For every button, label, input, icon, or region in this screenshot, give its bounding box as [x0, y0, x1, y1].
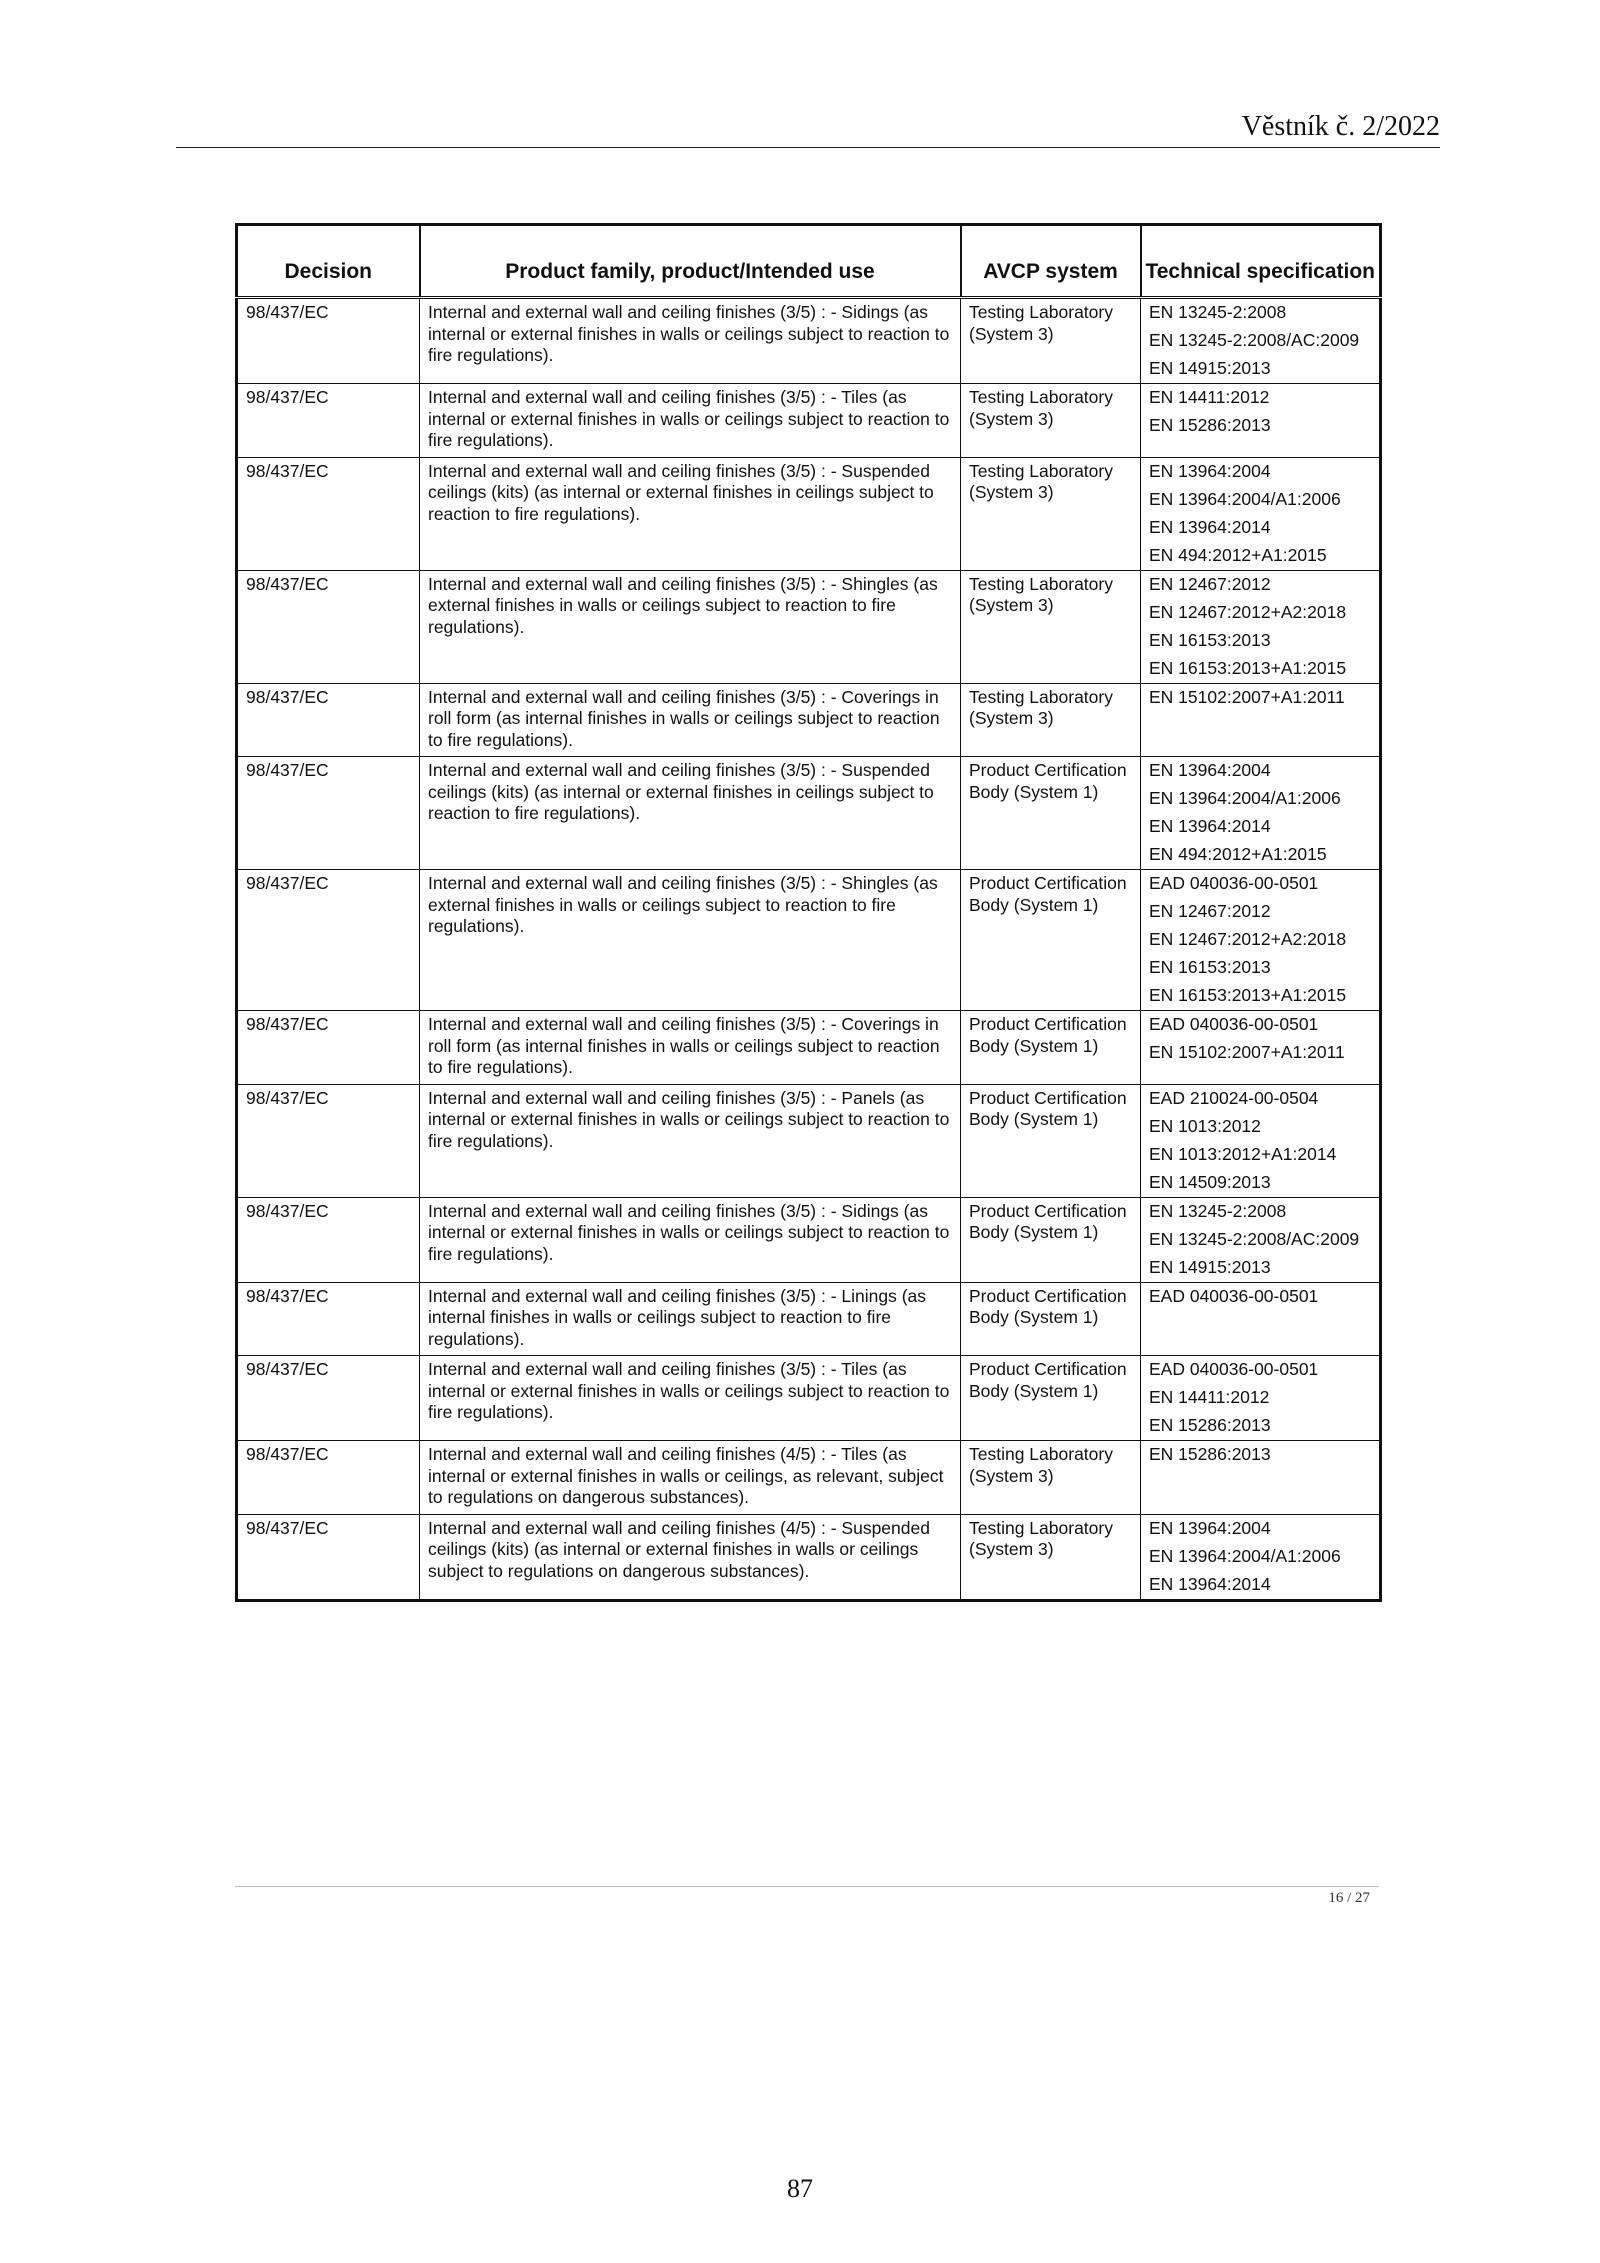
spec-item: EN 14915:2013 [1149, 358, 1271, 378]
spec-item: EN 1013:2012 [1149, 1115, 1261, 1136]
spec-item: EN 16153:2013 [1149, 957, 1271, 977]
avcp-cell: Testing Laboratory (System 3) [961, 298, 1141, 384]
technical-spec-cell [1141, 570, 1381, 683]
technical-spec-cell [1141, 1441, 1381, 1515]
avcp-cell: Product Certification Body (System 1) [961, 1084, 1141, 1197]
technical-spec-cell [1141, 1084, 1381, 1197]
avcp-cell: Testing Laboratory (System 3) [961, 384, 1141, 458]
spec-item: EN 15102:2007+A1:2011 [1149, 1042, 1345, 1062]
product-cell: Internal and external wall and ceiling finishes (3/5) : - Shingles (as external finishes in walls or ceilings subject to reaction to fire regulations). [420, 870, 961, 1011]
page-number: 87 [787, 2174, 813, 2203]
spec-item: EN 15286:2013 [1149, 1415, 1271, 1435]
table-body [237, 298, 1381, 1601]
page-header [176, 112, 1440, 148]
technical-spec-cell [1141, 1011, 1381, 1085]
decision-cell: 98/437/EC [237, 1084, 420, 1197]
spec-item: EN 494:2012+A1:2015 [1149, 844, 1327, 864]
product-cell: Internal and external wall and ceiling finishes (3/5) : - Linings (as internal finishes in walls or ceilings subject to reaction to fire regulations). [420, 1282, 961, 1356]
regulation-table-container [235, 223, 1379, 1602]
avcp-cell: Product Certification Body (System 1) [961, 757, 1141, 870]
spec-item: EN 14509:2013 [1149, 1171, 1271, 1192]
technical-spec-cell [1141, 757, 1381, 870]
spec-item: EN 13964:2004/A1:2006 [1149, 488, 1341, 509]
spec-item: EAD 040036-00-0501 [1149, 1285, 1319, 1306]
product-cell: Internal and external wall and ceiling finishes (4/5) : - Tiles (as internal or external finishes in walls or ceilings, as relevant, subject to regulations on dangerous substances). [420, 1441, 961, 1515]
decision-cell: 98/437/EC [237, 1514, 420, 1600]
spec-item: EN 16153:2013 [1149, 629, 1271, 650]
technical-spec-cell [1141, 1514, 1381, 1600]
table-row [237, 298, 1381, 384]
column-header-avcp: AVCP system [961, 225, 1141, 298]
spec-item: EN 13964:2004 [1149, 460, 1271, 481]
product-cell: Internal and external wall and ceiling finishes (4/5) : - Suspended ceilings (kits) (as internal or external finishes in walls or ceilings subject to regulations on dangerous substances). [420, 1514, 961, 1600]
spec-item: EN 12467:2012 [1149, 573, 1271, 594]
product-cell: Internal and external wall and ceiling finishes (3/5) : - Tiles (as internal or external finishes in walls or ceilings subject to reaction to fire regulations). [420, 384, 961, 458]
technical-spec-cell [1141, 298, 1381, 384]
spec-item: EAD 040036-00-0501 [1149, 1359, 1319, 1379]
spec-item: EAD 040036-00-0501 [1149, 873, 1319, 893]
table-header-row [237, 225, 1381, 298]
spec-item: EN 13245-2:2008 [1149, 302, 1287, 322]
spec-item: EN 13964:2014 [1149, 1573, 1271, 1594]
technical-spec-cell [1141, 1197, 1381, 1282]
spec-item: EN 16153:2013+A1:2015 [1149, 985, 1347, 1005]
spec-item: EN 13964:2014 [1149, 516, 1271, 537]
spec-item: EN 494:2012+A1:2015 [1149, 544, 1327, 565]
decision-cell: 98/437/EC [237, 757, 420, 870]
product-cell: Internal and external wall and ceiling finishes (3/5) : - Shingles (as external finishes in walls or ceilings subject to reaction to fire regulations). [420, 570, 961, 683]
spec-item: EN 12467:2012+A2:2018 [1149, 601, 1347, 622]
spec-item: EAD 210024-00-0504 [1149, 1087, 1319, 1108]
table-row [237, 683, 1381, 757]
product-cell: Internal and external wall and ceiling finishes (3/5) : - Tiles (as internal or external finishes in walls or ceilings subject to reaction to fire regulations). [420, 1356, 961, 1441]
table-row [237, 1441, 1381, 1515]
product-cell: Internal and external wall and ceiling finishes (3/5) : - Sidings (as internal or external finishes in walls or ceilings subject to reaction to fire regulations). [420, 1197, 961, 1282]
spec-item: EN 15286:2013 [1149, 1444, 1271, 1464]
table-row [237, 1514, 1381, 1600]
decision-cell: 98/437/EC [237, 683, 420, 757]
technical-spec-cell [1141, 683, 1381, 757]
table-row [237, 1356, 1381, 1441]
table-row [237, 870, 1381, 1011]
spec-item: EN 14915:2013 [1149, 1256, 1271, 1277]
decision-cell: 98/437/EC [237, 1356, 420, 1441]
technical-spec-cell [1141, 384, 1381, 458]
column-header-decision: Decision [237, 225, 420, 298]
table-row [237, 757, 1381, 870]
decision-cell: 98/437/EC [237, 1197, 420, 1282]
spec-item: EAD 040036-00-0501 [1149, 1014, 1319, 1034]
spec-item: EN 1013:2012+A1:2014 [1149, 1143, 1337, 1164]
spec-item: EN 14411:2012 [1149, 1387, 1270, 1407]
spec-item: EN 13245-2:2008/AC:2009 [1149, 330, 1360, 350]
avcp-cell: Testing Laboratory (System 3) [961, 1441, 1141, 1515]
decision-cell: 98/437/EC [237, 1282, 420, 1356]
product-cell: Internal and external wall and ceiling finishes (3/5) : - Coverings in roll form (as internal finishes in walls or ceilings subject to reaction to fire regulations). [420, 683, 961, 757]
spec-item: EN 12467:2012+A2:2018 [1149, 929, 1347, 949]
table-row [237, 570, 1381, 683]
column-header-product: Product family, product/Intended use [420, 225, 961, 298]
decision-cell: 98/437/EC [237, 457, 420, 570]
technical-spec-cell [1141, 1356, 1381, 1441]
avcp-cell: Product Certification Body (System 1) [961, 1197, 1141, 1282]
avcp-cell: Product Certification Body (System 1) [961, 1282, 1141, 1356]
column-header-spec: Technical specification [1141, 225, 1381, 298]
spec-item: EN 15286:2013 [1149, 415, 1271, 435]
technical-spec-cell [1141, 457, 1381, 570]
avcp-cell: Product Certification Body (System 1) [961, 1011, 1141, 1085]
avcp-cell: Testing Laboratory (System 3) [961, 683, 1141, 757]
table-row [237, 457, 1381, 570]
avcp-cell: Testing Laboratory (System 3) [961, 570, 1141, 683]
product-cell: Internal and external wall and ceiling finishes (3/5) : - Sidings (as internal or external finishes in walls or ceilings subject to reaction to fire regulations). [420, 298, 961, 384]
spec-item: EN 13964:2004 [1149, 760, 1271, 780]
decision-cell: 98/437/EC [237, 870, 420, 1011]
technical-spec-cell [1141, 1282, 1381, 1356]
table-row [237, 1282, 1381, 1356]
avcp-cell: Testing Laboratory (System 3) [961, 457, 1141, 570]
table-row [237, 1084, 1381, 1197]
spec-item: EN 13964:2014 [1149, 816, 1271, 836]
spec-item: EN 13964:2004 [1149, 1517, 1271, 1538]
avcp-cell: Testing Laboratory (System 3) [961, 1514, 1141, 1600]
spec-item: EN 13964:2004/A1:2006 [1149, 1545, 1341, 1566]
decision-cell: 98/437/EC [237, 570, 420, 683]
avcp-cell: Product Certification Body (System 1) [961, 1356, 1141, 1441]
product-cell: Internal and external wall and ceiling finishes (3/5) : - Coverings in roll form (as internal finishes in walls or ceilings subject to reaction to fire regulations). [420, 1011, 961, 1085]
product-cell: Internal and external wall and ceiling finishes (3/5) : - Suspended ceilings (kits) (as internal or external finishes in ceilings subject to reaction to fire regulations). [420, 457, 961, 570]
sheet-counter: 16 / 27 [1328, 1890, 1370, 1906]
product-cell: Internal and external wall and ceiling finishes (3/5) : - Suspended ceilings (kits) (as internal or external finishes in ceilings subject to reaction to fire regulations). [420, 757, 961, 870]
product-cell: Internal and external wall and ceiling finishes (3/5) : - Panels (as internal or external finishes in walls or ceilings subject to reaction to fire regulations). [420, 1084, 961, 1197]
table-row [237, 1197, 1381, 1282]
decision-cell: 98/437/EC [237, 384, 420, 458]
spec-item: EN 15102:2007+A1:2011 [1149, 686, 1345, 707]
avcp-cell: Product Certification Body (System 1) [961, 870, 1141, 1011]
spec-item: EN 12467:2012 [1149, 901, 1271, 921]
spec-item: EN 14411:2012 [1149, 387, 1270, 407]
technical-spec-cell [1141, 870, 1381, 1011]
spec-item: EN 16153:2013+A1:2015 [1149, 657, 1347, 678]
decision-cell: 98/437/EC [237, 298, 420, 384]
regulation-table [235, 223, 1382, 1602]
table-row [237, 1011, 1381, 1085]
spec-item: EN 13964:2004/A1:2006 [1149, 788, 1341, 808]
spec-item: EN 13245-2:2008/AC:2009 [1149, 1228, 1360, 1249]
journal-title: Věstník č. 2/2022 [1241, 111, 1440, 142]
decision-cell: 98/437/EC [237, 1011, 420, 1085]
spec-item: EN 13245-2:2008 [1149, 1200, 1287, 1221]
table-row [237, 384, 1381, 458]
decision-cell: 98/437/EC [237, 1441, 420, 1515]
footer-divider [235, 1886, 1379, 1887]
